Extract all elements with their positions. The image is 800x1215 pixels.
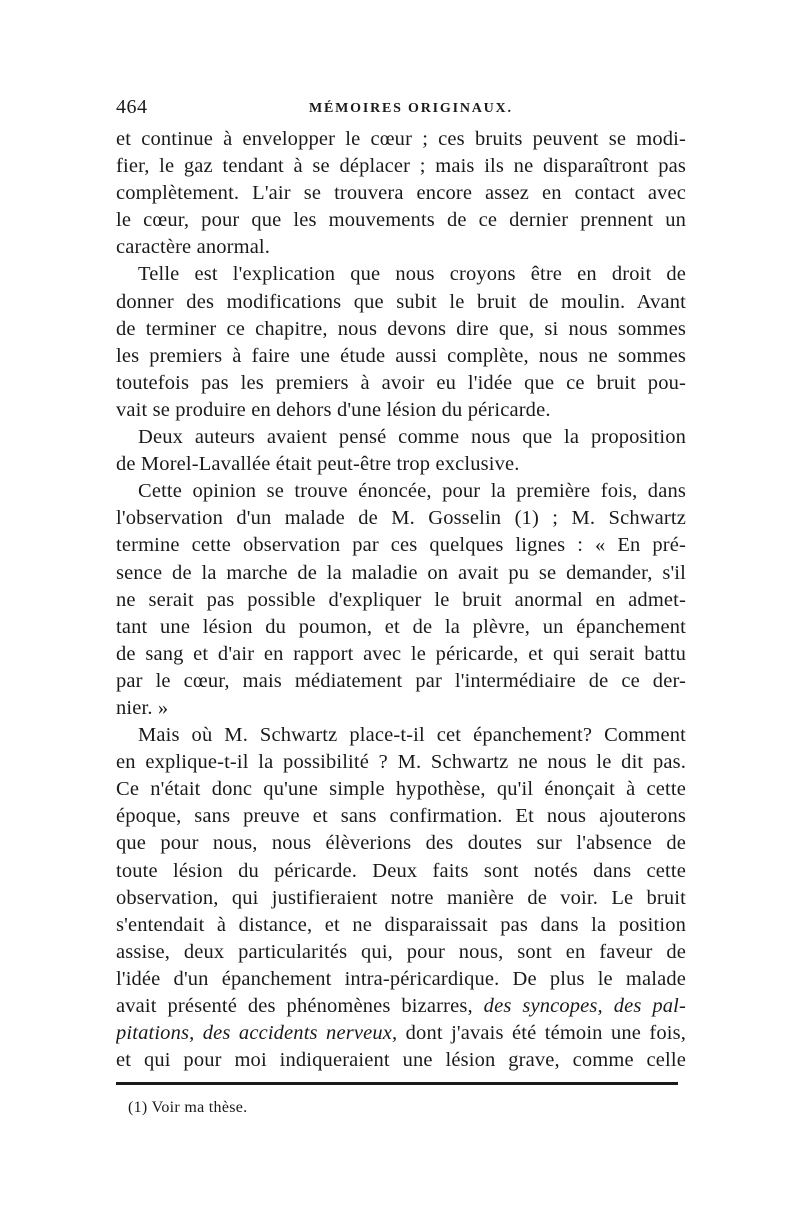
text-line: toute lésion du péricarde. Deux faits sont notés dans cette	[116, 859, 686, 882]
footnote-rule	[116, 1082, 678, 1085]
text-line: donner des modifications que subit le bruit de moulin. Avant	[116, 290, 686, 313]
running-head: MÉMOIRES ORIGINAUX.	[309, 101, 513, 116]
text-line: assise, deux particularités qui, pour nous, sont en faveur de	[116, 940, 686, 963]
text-line: sence de la marche de la maladie on avait pu se demander, s'il	[116, 561, 686, 584]
text-line: Ce n'était donc qu'une simple hypothèse, qu'il énonçait à cette	[116, 778, 686, 801]
text-line: par le cœur, mais médiatement par l'intermédiaire de ce der-	[116, 669, 686, 692]
text-line: Cette opinion se trouve énoncée, pour la première fois, dans	[138, 480, 686, 503]
text-line: observation, qui justifieraient notre manière de voir. Le bruit	[116, 886, 686, 909]
text-line: nier. »	[116, 696, 169, 719]
text-line: l'observation d'un malade de M. Gosselin (1) ; M. Schwartz	[116, 507, 686, 530]
text-line: le cœur, pour que les mouvements de ce dernier prennent un	[116, 209, 686, 232]
text-line: s'entendait à distance, et ne disparaissait pas dans la position	[116, 913, 686, 936]
text-line: les premiers à faire une étude aussi complète, nous ne sommes	[116, 344, 686, 367]
text-line: toutefois pas les premiers à avoir eu l'idée que ce bruit pou-	[116, 371, 686, 394]
text-line: que pour nous, nous élèverions des doutes sur l'absence de	[116, 832, 686, 855]
text-line: Deux auteurs avaient pensé comme nous que la proposition	[138, 426, 686, 449]
text-line: vait se produire en dehors d'une lésion du péricarde.	[116, 398, 551, 421]
italic-segment: des syncopes, des pal-	[483, 995, 686, 1017]
text-line: et continue à envelopper le cœur ; ces bruits peuvent se modi-	[116, 128, 686, 150]
text-line: de terminer ce chapitre, nous devons dire que, si nous sommes	[116, 317, 686, 340]
page-number: 464	[116, 96, 148, 118]
footnote: (1) Voir ma thèse.	[128, 1099, 248, 1116]
text-line: fier, le gaz tendant à se déplacer ; mais ils ne disparaîtront pas	[116, 155, 686, 178]
text-line: de sang et d'air en rapport avec le péricarde, et qui serait battu	[116, 642, 686, 665]
text-line: termine cette observation par ces quelques lignes : « En pré-	[116, 534, 686, 557]
text-line: tant une lésion du poumon, et de la plèvre, un épanchement	[116, 615, 686, 638]
body-text	[116, 126, 686, 1074]
page-header	[116, 96, 686, 126]
text-segment: dont j'avais été témoin une fois,	[405, 1022, 686, 1045]
text-line: époque, sans preuve et sans confirmation. Et nous ajouterons	[116, 805, 686, 828]
text-line: l'idée d'un épanchement intra-péricardique. De plus le malade	[116, 967, 686, 990]
text-line: et qui pour moi indiqueraient une lésion grave, comme celle	[116, 1049, 686, 1072]
text-line: complètement. L'air se trouvera encore assez en contact avec	[116, 182, 686, 205]
text-segment: avait présenté des phénomènes bizarres,	[116, 995, 473, 1017]
text-line: ne serait pas possible d'expliquer le bruit anormal en admet-	[116, 588, 686, 611]
text-line-mixed	[116, 1020, 686, 1047]
text-line: en explique-t-il la possibilité ? M. Schwartz ne nous le dit pas.	[116, 751, 686, 774]
italic-segment: pitations, des accidents nerveux,	[116, 1022, 398, 1045]
text-line: de Morel-Lavallée était peut-être trop exclusive.	[116, 453, 520, 476]
text-line: Mais où M. Schwartz place-t-il cet épanchement? Comment	[138, 724, 686, 747]
text-line: caractère anormal.	[116, 236, 271, 259]
text-line-mixed	[116, 993, 686, 1020]
text-line: Telle est l'explication que nous croyons être en droit de	[138, 263, 686, 286]
